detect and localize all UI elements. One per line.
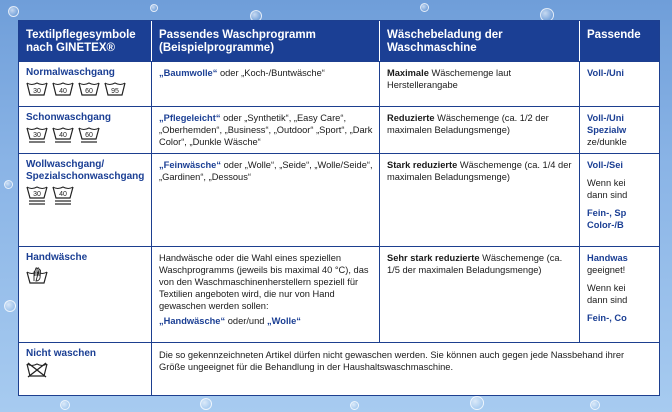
program-text: oder „Wolle“, „Seide“, „Wolle/Seide“, „Gardinen“, „Dessous“ [159, 160, 373, 182]
note-cell [152, 343, 672, 396]
wash-tub-icons [26, 186, 145, 205]
svg-text:40: 40 [59, 132, 67, 139]
header-machine-load: Wäschebeladung der Waschmaschine [380, 21, 580, 61]
detergent-cell [580, 62, 670, 107]
detergent-cell [580, 247, 670, 343]
program-highlight: „Baumwolle“ [159, 68, 218, 78]
wash-tub-icons [26, 82, 145, 96]
gentle-wash-tub-icon [52, 127, 74, 141]
detergent-line: Handwas [587, 253, 628, 263]
bubble [420, 3, 429, 12]
bubble [150, 4, 158, 12]
wool-wash-tub-icon [52, 186, 74, 205]
row-title: Nicht waschen [26, 348, 97, 359]
detergent-line: Voll-/Uni [587, 113, 625, 123]
program-highlight: „Feinwäsche“ [159, 160, 222, 170]
wash-tub-icon [104, 82, 126, 96]
table-row [19, 61, 659, 107]
program-cell [152, 107, 380, 154]
load-cell [380, 62, 580, 107]
header-care-symbols: Textilpflegesymbole nach GINETEX® [19, 21, 152, 61]
detergent-line: Wenn kei [587, 283, 626, 293]
detergent-line: Spezialw [587, 125, 627, 135]
detergent-cell [580, 154, 670, 247]
gentle-wash-tub-icon [78, 127, 100, 141]
gentle-wash-tub-icon [26, 127, 48, 141]
header-wash-program: Passendes Waschprogramm (Beispielprogramme) [152, 21, 380, 61]
svg-text:30: 30 [33, 191, 41, 198]
detergent-line: geeignet! [587, 265, 626, 275]
do-not-wash-note: Die so gekennzeichneten Artikel dürfen nicht gewaschen werden. Sie können auch gegen jede Nassbehand ihrer Größe ungeeignet für die Behandlung in der Haushaltswaschmaschine. [159, 350, 625, 372]
bubble [4, 180, 13, 189]
load-highlight: Maximale [387, 68, 429, 78]
svg-text:60: 60 [85, 88, 93, 95]
svg-text:30: 30 [33, 132, 41, 139]
load-highlight: Stark reduzierte [387, 160, 458, 170]
detergent-line: ze/dunkle [587, 137, 627, 147]
row-title: Handwäsche [26, 252, 88, 263]
program-cell [152, 154, 380, 247]
detergent-line: dann sind [587, 295, 628, 305]
svg-text:95: 95 [111, 88, 119, 95]
program-highlight: „Handwäsche“ [159, 316, 226, 326]
program-highlight: „Pflegeleicht“ [159, 113, 221, 123]
table-row [19, 106, 659, 154]
program-text: Handwäsche oder die Wahl eines speziellen Waschprogramms (jeweils bis maximal 40 °C), das von den Waschmaschinenherstellern speziell für Textilien angeboten wird, die nur von Hand gewaschen werden sollen: [159, 253, 369, 311]
wool-wash-tub-icon [26, 186, 48, 205]
detergent-line: Fein-, Sp [587, 208, 627, 218]
care-symbol-cell [19, 247, 152, 343]
bubble [470, 396, 484, 410]
row-title: Wollwaschgang/ Spezialschonwaschgang [26, 159, 145, 182]
bubble [4, 300, 16, 312]
wash-tub-icons [26, 127, 145, 141]
load-highlight: Sehr stark reduzierte [387, 253, 480, 263]
bubble [200, 398, 212, 410]
table-header [19, 21, 659, 61]
program-cell [152, 247, 380, 343]
program-cell [152, 62, 380, 107]
detergent-line: Voll-/Uni [587, 68, 625, 78]
header-detergent: Passende [587, 29, 641, 41]
program-text: oder „Koch-/Buntwäsche“ [217, 68, 325, 78]
hand-wash-icon [26, 267, 48, 285]
care-symbol-cell [19, 154, 152, 247]
load-cell [380, 107, 580, 154]
bubble [60, 400, 70, 410]
svg-text:40: 40 [59, 88, 67, 95]
wash-tub-icon [78, 82, 100, 96]
program-text: oder/und [225, 316, 268, 326]
detergent-line: Voll-/Sei [587, 160, 623, 170]
table-row [19, 342, 659, 396]
wash-tub-icon [26, 82, 48, 96]
load-text: Wäschemenge (ca. 1/2 der maximalen Beladungsmenge) [387, 113, 549, 135]
bubble [350, 401, 359, 410]
svg-text:60: 60 [85, 132, 93, 139]
bubble [590, 400, 600, 410]
load-highlight: Reduzierte [387, 113, 435, 123]
detergent-line: Fein-, Co [587, 313, 627, 323]
care-symbol-cell [19, 343, 152, 396]
svg-text:40: 40 [59, 191, 67, 198]
wash-tub-icons [26, 363, 145, 377]
bubble [8, 6, 19, 17]
load-text: Wäschemenge (ca. 1/4 der maximalen Beladungsmenge) [387, 160, 572, 182]
table-row [19, 153, 659, 247]
program-options [159, 315, 373, 327]
care-symbol-cell [19, 62, 152, 107]
load-cell [380, 154, 580, 247]
program-highlight: „Wolle“ [267, 316, 301, 326]
svg-text:30: 30 [33, 88, 41, 95]
program-text: oder „Synthetik“, „Easy Care“, „Oberhemden“, „Business“, „Outdoor“ „Sport“, „Dark Color“, „Dunkle Wäsche“ [159, 113, 373, 147]
care-symbol-table [18, 20, 660, 396]
detergent-line: dann sind [587, 190, 628, 200]
row-title: Normalwaschgang [26, 67, 115, 78]
wash-tub-icons [26, 267, 145, 285]
load-text: Wäschemenge (ca. 1/5 der maximalen Beladungsmenge) [387, 253, 563, 275]
care-symbol-cell [19, 107, 152, 154]
detergent-line: Color-/B [587, 220, 624, 230]
load-cell [380, 247, 580, 343]
row-title: Schonwaschgang [26, 112, 112, 123]
detergent-line: Wenn kei [587, 178, 626, 188]
load-text: Wäschemenge laut Herstellerangabe [387, 68, 512, 90]
do-not-wash-icon [26, 363, 48, 377]
wash-tub-icon [52, 82, 74, 96]
detergent-cell [580, 107, 670, 154]
table-row [19, 246, 659, 343]
